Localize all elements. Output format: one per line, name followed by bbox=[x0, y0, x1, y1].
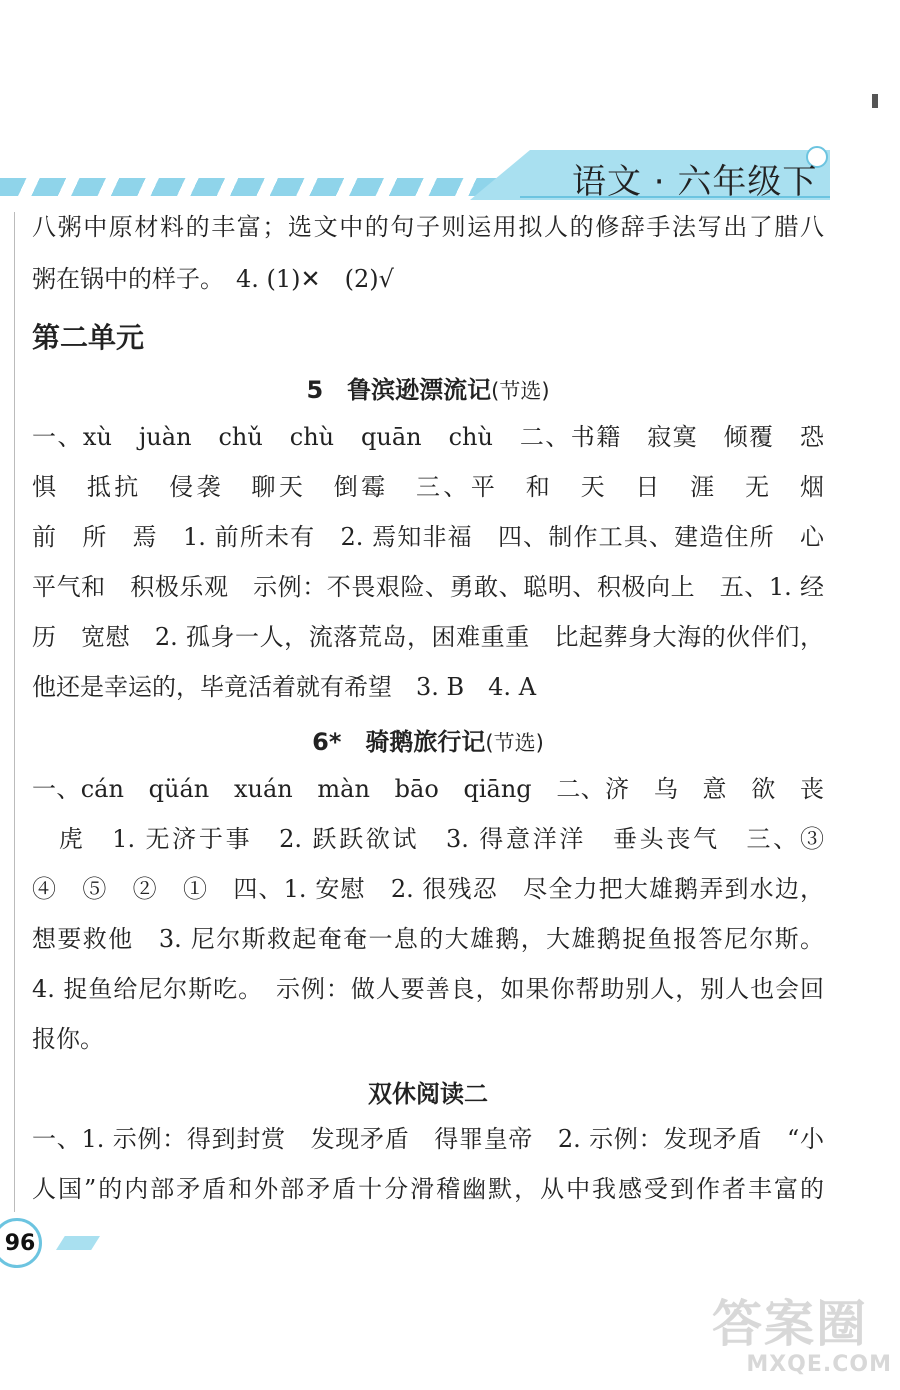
header-title: 语文 · 六年级下 bbox=[572, 162, 818, 202]
lesson-title-note: (节选) bbox=[491, 379, 550, 403]
text-line: ④ ⑤ ② ① 四、1. 安慰 2. 很残忍 尽全力把大雄鹅弄到水边， bbox=[32, 875, 824, 903]
left-margin-rule bbox=[14, 212, 15, 1212]
watermark-url: MXQE.COM bbox=[746, 1352, 892, 1377]
watermark-logo bbox=[712, 1296, 892, 1380]
text-line: 前 所 焉 1. 前所未有 2. 焉知非福 四、制作工具、建造住所 心 bbox=[32, 523, 824, 551]
text-line: 历 宽慰 2. 孤身一人，流落荒岛，困难重重 比起葬身大海的伙伴们， bbox=[32, 623, 824, 651]
lesson-title-text: 5 鲁滨逊漂流记 bbox=[306, 376, 492, 404]
text-line: 一、cán qüán xuán màn bāo qiāng 二、济 乌 意 欲 丧 bbox=[32, 775, 824, 803]
text-line: 一、1. 示例：得到封赏 发现矛盾 得罪皇帝 2. 示例：发现矛盾 “小 bbox=[32, 1125, 824, 1153]
lesson-title-text: 6* 骑鹅旅行记 bbox=[312, 728, 486, 756]
text-line: 虎 1. 无济于事 2. 跃跃欲试 3. 得意洋洋 垂头丧气 三、③ bbox=[32, 825, 824, 853]
text-line: 粥在锅中的样子。 4. (1)✕ (2)√ bbox=[32, 265, 394, 293]
watermark-title: 答案圈 bbox=[712, 1295, 868, 1353]
page-badge-tail bbox=[56, 1236, 100, 1250]
lesson-title-note: (节选) bbox=[485, 731, 544, 755]
lesson-title bbox=[32, 370, 824, 405]
section-title: 双休阅读二 bbox=[368, 1080, 488, 1108]
page-number-badge: 96 bbox=[0, 1218, 42, 1268]
header-stripes bbox=[0, 178, 520, 196]
text-line: 他还是幸运的，毕竟活着就有希望 3. B 4. A bbox=[32, 673, 537, 701]
corner-mark bbox=[872, 94, 878, 108]
text-line: 报你。 bbox=[32, 1025, 104, 1053]
text-line: 人国”的内部矛盾和外部矛盾十分滑稽幽默，从中我感受到作者丰富的 bbox=[32, 1175, 824, 1203]
text-line: 想要救他 3. 尼尔斯救起奄奄一息的大雄鹅，大雄鹅捉鱼报答尼尔斯。 bbox=[32, 925, 824, 953]
text-line: 4. 捉鱼给尼尔斯吃。 示例：做人要善良，如果你帮助别人，别人也会回 bbox=[32, 975, 824, 1003]
unit-title: 第二单元 bbox=[32, 321, 145, 354]
text-line: 惧 抵抗 侵袭 聊天 倒霉 三、平 和 天 日 涯 无 烟 bbox=[32, 473, 824, 501]
text-line: 平气和 积极乐观 示例：不畏艰险、勇敢、聪明、积极向上 五、1. 经 bbox=[32, 573, 824, 601]
lesson-title bbox=[32, 722, 824, 757]
text-line: 八粥中原材料的丰富；选文中的句子则运用拟人的修辞手法写出了腊八 bbox=[32, 213, 824, 241]
text-line: 一、xù juàn chǔ chù quān chù 二、书籍 寂寞 倾覆 恐 bbox=[32, 423, 824, 451]
